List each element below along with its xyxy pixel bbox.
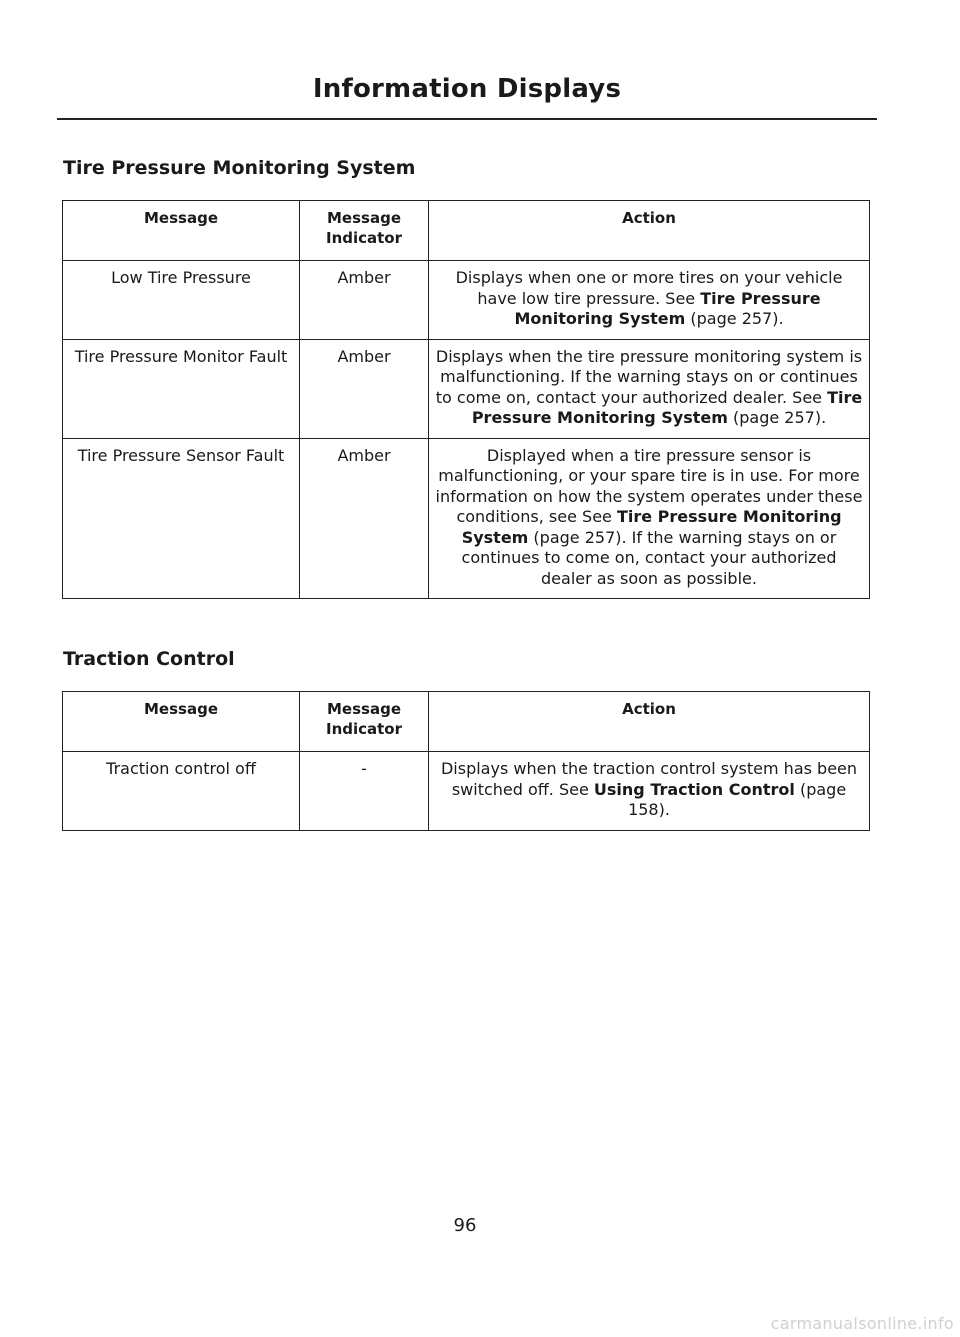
column-header-indicator: Message Indicator [300,692,429,752]
table-header-row [63,201,870,261]
message-cell: Traction control off [63,752,300,831]
action-cell [429,261,870,340]
action-cell [429,752,870,831]
column-header-action: Action [429,692,870,752]
action-text: Displays when the tire pressure monitoring system is malfunctioning. If the warning stays on or continues to come on, contact your authorized dealer. See [435,346,863,407]
action-text: Displayed when a tire pressure sensor is malfunctioning, or your spare tire is in use. For more information on how the system operates under these conditions, see See [435,445,863,526]
indicator-cell: - [300,752,429,831]
action-cell [429,339,870,438]
page-reference-link[interactable]: Tire Pressure Monitoring System [514,288,821,328]
page-number: 96 [453,1215,477,1236]
page-reference-link[interactable]: Using Traction Control [593,779,795,799]
watermark-url: carmanualsonline.info [770,1314,954,1333]
tire-pressure-table [62,200,870,599]
action-text-suffix: (page 257). [685,309,784,328]
message-cell: Tire Pressure Sensor Fault [63,438,300,599]
table-row [63,261,870,340]
message-cell: Tire Pressure Monitor Fault [63,339,300,438]
table-row [63,752,870,831]
section-title-traction-control: Traction Control [63,648,235,670]
action-text: Displays when one or more tires on your vehicle have low tire pressure. See [455,268,843,308]
indicator-cell: Amber [300,438,429,599]
message-cell: Low Tire Pressure [63,261,300,340]
page-header-title: Information Displays [312,74,622,104]
indicator-cell: Amber [300,261,429,340]
table-header-row [63,692,870,752]
indicator-cell: Amber [300,339,429,438]
section-title-tire-pressure: Tire Pressure Monitoring System [63,157,416,179]
column-header-message: Message [63,201,300,261]
action-cell [429,438,870,599]
column-header-message: Message [63,692,300,752]
page-reference-link[interactable]: Tire Pressure Monitoring System [471,387,863,427]
traction-control-table [62,691,870,831]
table-row [63,339,870,438]
action-text-suffix: (page 158). [628,779,847,819]
header-divider [57,118,877,120]
table-row [63,438,870,599]
action-text-suffix: (page 257). [727,408,827,427]
action-text: Displays when the traction control system has been switched off. See [440,759,858,799]
column-header-indicator: Message Indicator [300,201,429,261]
column-header-action: Action [429,201,870,261]
page-reference-link[interactable]: Tire Pressure Monitoring System [461,507,842,547]
action-text-suffix: (page 257). If the warning stays on or continues to come on, contact your authorized dealer as soon as possible. [461,527,837,588]
